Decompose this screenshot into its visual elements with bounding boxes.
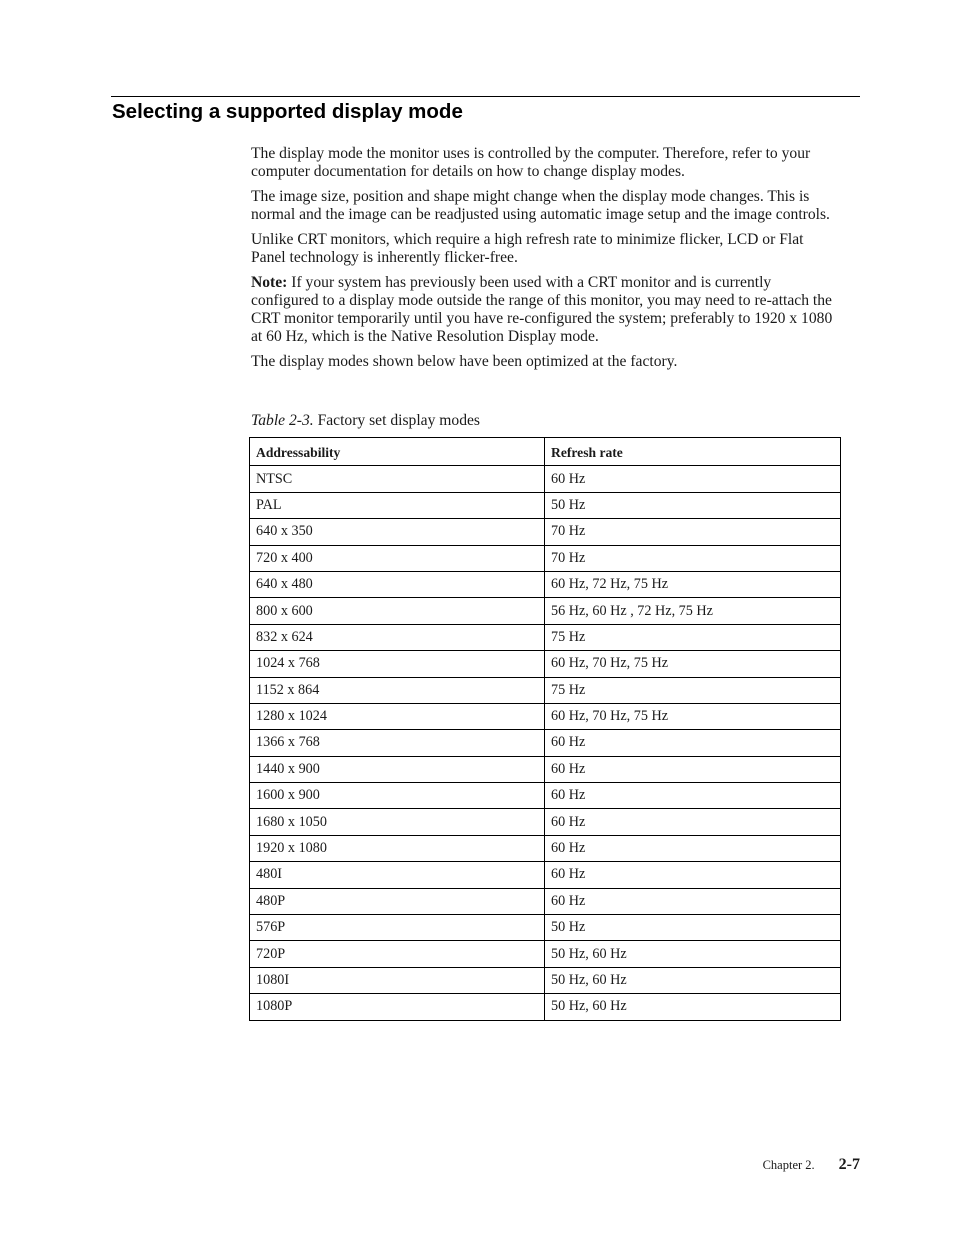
table-row — [250, 862, 841, 888]
cell-refresh-rate: 60 Hz, 70 Hz, 75 Hz — [545, 703, 841, 729]
cell-addressability: 480P — [250, 888, 545, 914]
table-caption-number: Table 2-3. — [251, 412, 314, 429]
table-caption — [251, 412, 480, 430]
table-row — [250, 809, 841, 835]
cell-addressability: 1920 x 1080 — [250, 835, 545, 861]
table-row — [250, 598, 841, 624]
body-text — [251, 145, 841, 378]
table-row — [250, 783, 841, 809]
cell-refresh-rate: 60 Hz — [545, 862, 841, 888]
table-row — [250, 967, 841, 993]
cell-refresh-rate: 75 Hz — [545, 624, 841, 650]
paragraph: Unlike CRT monitors, which require a high refresh rate to minimize flicker, LCD or Flat Panel technology is inherently flicker-free. — [251, 231, 804, 266]
cell-refresh-rate: 60 Hz — [545, 888, 841, 914]
table-row — [250, 677, 841, 703]
cell-refresh-rate: 75 Hz — [545, 677, 841, 703]
cell-addressability: 1440 x 900 — [250, 756, 545, 782]
cell-addressability: 1080P — [250, 994, 545, 1020]
cell-addressability: 1280 x 1024 — [250, 703, 545, 729]
table-row — [250, 519, 841, 545]
table-row — [250, 915, 841, 941]
footer-chapter: Chapter 2. — [762, 1158, 815, 1172]
cell-addressability: 640 x 480 — [250, 571, 545, 597]
top-rule — [111, 96, 860, 97]
page-number: 2-7 — [838, 1156, 860, 1173]
table-row — [250, 492, 841, 518]
cell-refresh-rate: 60 Hz — [545, 783, 841, 809]
cell-refresh-rate: 60 Hz — [545, 809, 841, 835]
table-row — [250, 994, 841, 1020]
table-row — [250, 571, 841, 597]
table-header-row — [250, 438, 841, 466]
cell-addressability: 720P — [250, 941, 545, 967]
cell-addressability: 1024 x 768 — [250, 651, 545, 677]
table-row — [250, 756, 841, 782]
cell-refresh-rate: 50 Hz, 60 Hz — [545, 941, 841, 967]
cell-addressability: 1366 x 768 — [250, 730, 545, 756]
table-row — [250, 835, 841, 861]
cell-addressability: 576P — [250, 915, 545, 941]
cell-refresh-rate: 60 Hz, 72 Hz, 75 Hz — [545, 571, 841, 597]
cell-addressability: 720 x 400 — [250, 545, 545, 571]
table-row — [250, 651, 841, 677]
paragraph: The display modes shown below have been optimized at the factory. — [251, 353, 678, 370]
cell-addressability: 640 x 350 — [250, 519, 545, 545]
display-modes-table — [249, 437, 841, 1021]
paragraph: The display mode the monitor uses is controlled by the computer. Therefore, refer to your computer documentation for details on how to change display modes. — [251, 145, 811, 180]
section-heading: Selecting a supported display mode — [112, 100, 463, 123]
page-footer — [763, 1155, 860, 1175]
paragraph: The image size, position and shape might change when the display mode changes. This is normal and the image can be readjusted using automatic image setup and the image controls. — [251, 188, 830, 223]
table-row — [250, 703, 841, 729]
table-body — [250, 466, 841, 1020]
cell-refresh-rate: 70 Hz — [545, 545, 841, 571]
cell-addressability: 1152 x 864 — [250, 677, 545, 703]
cell-addressability: PAL — [250, 492, 545, 518]
table-caption-text: Factory set display modes — [313, 412, 480, 429]
table-row — [250, 941, 841, 967]
cell-refresh-rate: 56 Hz, 60 Hz , 72 Hz, 75 Hz — [545, 598, 841, 624]
cell-addressability: 480I — [250, 862, 545, 888]
cell-refresh-rate: 70 Hz — [545, 519, 841, 545]
table-row — [250, 624, 841, 650]
cell-refresh-rate: 50 Hz, 60 Hz — [545, 967, 841, 993]
note-label: Note: — [251, 274, 288, 291]
cell-refresh-rate: 60 Hz — [545, 756, 841, 782]
cell-refresh-rate: 60 Hz — [545, 466, 841, 492]
note-paragraph — [251, 274, 841, 346]
cell-addressability: 1680 x 1050 — [250, 809, 545, 835]
column-header-addressability: Addressability — [250, 438, 545, 466]
cell-refresh-rate: 60 Hz, 70 Hz, 75 Hz — [545, 651, 841, 677]
cell-addressability: 1600 x 900 — [250, 783, 545, 809]
cell-addressability: 800 x 600 — [250, 598, 545, 624]
cell-refresh-rate: 50 Hz — [545, 915, 841, 941]
cell-addressability: 832 x 624 — [250, 624, 545, 650]
cell-refresh-rate: 50 Hz — [545, 492, 841, 518]
cell-refresh-rate: 60 Hz — [545, 730, 841, 756]
table-row — [250, 730, 841, 756]
table-row — [250, 466, 841, 492]
cell-refresh-rate: 50 Hz, 60 Hz — [545, 994, 841, 1020]
cell-refresh-rate: 60 Hz — [545, 835, 841, 861]
cell-addressability: NTSC — [250, 466, 545, 492]
table-row — [250, 545, 841, 571]
table-row — [250, 888, 841, 914]
note-text: If your system has previously been used with a CRT monitor and is currently configured to a display mode outside the range of this monitor, you may need to re-attach the CRT monitor temporarily until you have re-configured the system; preferably to 1920 x 1080 at 60 Hz, which is the Native Resolution Display mode. — [251, 274, 833, 345]
column-header-refresh-rate: Refresh rate — [545, 438, 841, 466]
cell-addressability: 1080I — [250, 967, 545, 993]
